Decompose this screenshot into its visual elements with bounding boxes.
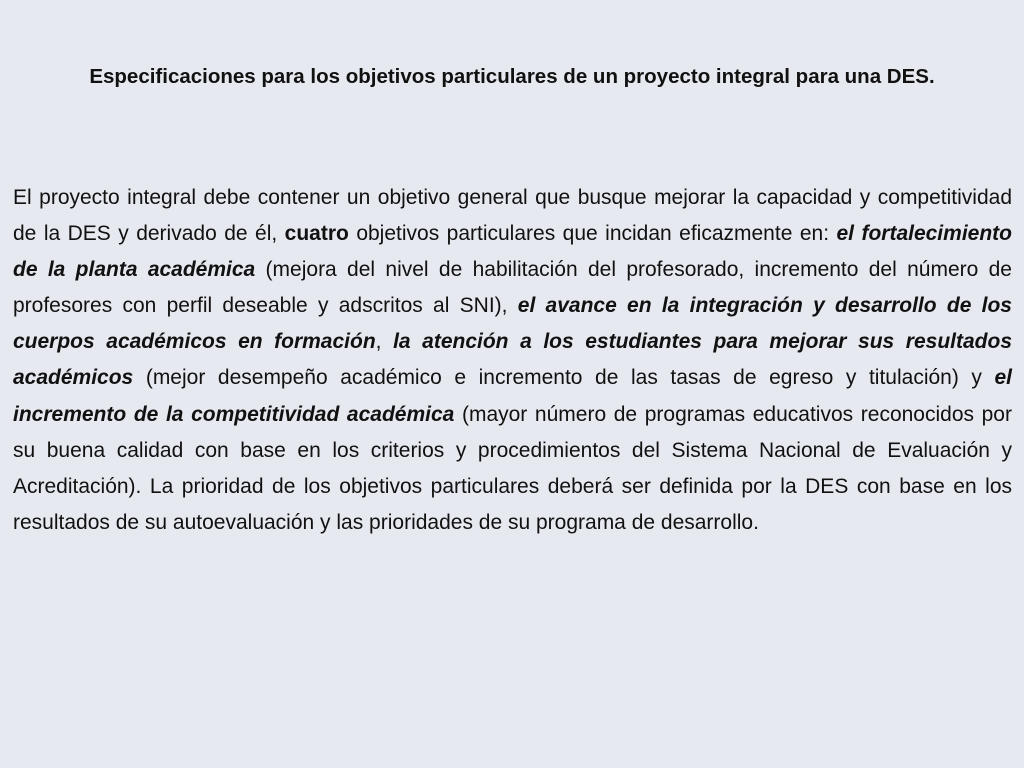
- text-run: El proyecto integral debe contener un objetivo general que busque mejorar la capacidad y competitividad de la DES y derivado de él,: [13, 186, 1012, 246]
- text-run: (mejora del nivel de habilitación del profesorado, incremento del número de profesores con perfil deseable y adscritos al SNI),: [13, 258, 1012, 318]
- text-run: objetivos particulares que incidan eficazmente en:: [348, 222, 837, 246]
- emphasis-bold-italic: la atención a los estudiantes para mejorar sus resultados académicos: [13, 330, 1012, 390]
- text-run: (mayor número de programas educativos reconocidos por su buena calidad con base en los criterios y procedimientos del Sistema Nacional de Evaluación y Acreditación). La prioridad de los objetivos particulares deberá ser definida por la DES con base en los resultados de su autoevaluación y las prioridades de su programa de desarrollo.: [13, 402, 1012, 534]
- emphasis-bold: cuatro: [284, 222, 349, 246]
- emphasis-bold-italic: el avance en la integración y desarrollo de los cuerpos académicos en formación: [13, 294, 1012, 354]
- emphasis-bold-italic: el incremento de la competitividad académica: [13, 366, 1012, 426]
- text-run: ,: [375, 330, 394, 354]
- slide-title: Especificaciones para los objetivos particulares de un proyecto integral para una DES.: [89, 65, 935, 88]
- body-paragraph: [13, 180, 1012, 541]
- text-run: (mejor desempeño académico e incremento de las tasas de egreso y titulación) y: [133, 366, 995, 390]
- emphasis-bold-italic: el fortalecimiento de la planta académica: [13, 222, 1012, 282]
